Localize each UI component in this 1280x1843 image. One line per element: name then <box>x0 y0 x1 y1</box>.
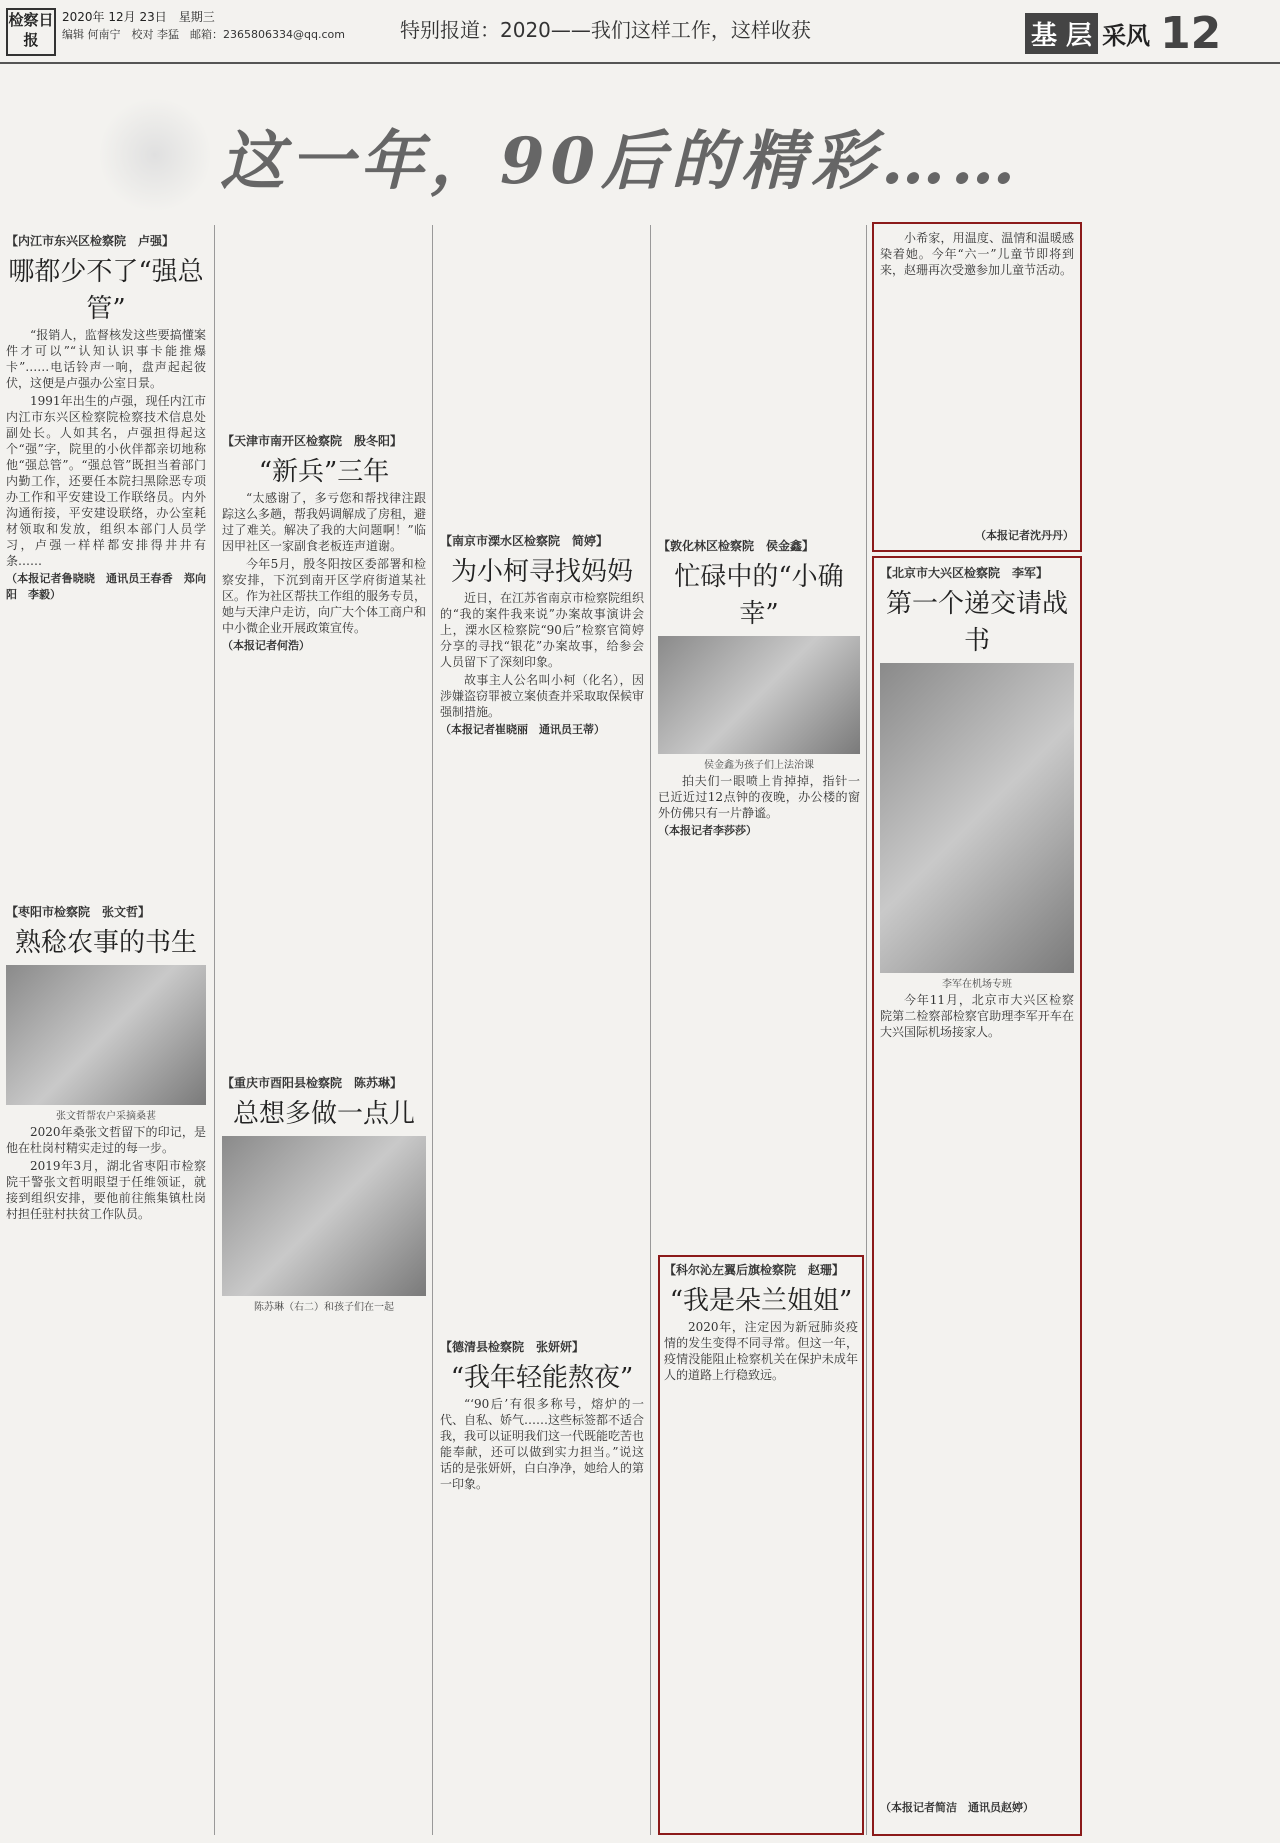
column-rule <box>214 225 215 1835</box>
article-tag: 【内江市东兴区检察院 卢强】 <box>6 234 175 248</box>
article-paragraph: 1991年出生的卢强，现任内江市内江市东兴区检察院检察技术信息处副处长。人如其名，卢强担得起这个“强”字，院里的小伙伴都亲切地称他“强总管”。“强总管”既担当着部门内勤工作，还要任本院扫黑除恶专项办工作和平安建设工作联络员。内外沟通衔接，平安建设联络，办公室耗材领取和发放，组织本部门人员学习，卢强一样样都安排得井井有条…… <box>6 394 206 568</box>
article-byline: （本报记者李莎莎） <box>658 824 757 837</box>
photo-caption: 张文哲帮农户采摘桑葚 <box>56 1111 156 1122</box>
article-title: 熟稔农事的书生 <box>14 928 197 958</box>
special-report-title: 特别报道：2020——我们这样工作，这样收获 <box>400 18 811 42</box>
column-header <box>1025 8 1221 59</box>
article-byline: （本报记者简洁 通讯员赵婷） <box>880 1801 1034 1814</box>
article-title: 为小柯寻找妈妈 <box>450 557 633 587</box>
page-number: 12 <box>1160 8 1222 59</box>
article-byline: （本报记者何浩） <box>222 639 310 652</box>
masthead-logo: 检察日报 <box>6 8 56 56</box>
issue-date: 2020年 12月 23日 星期三 <box>62 10 215 24</box>
article-paragraph: 今年11月，北京市大兴区检察院第二检察部检察官助理李军开车在大兴国际机场接家人。 <box>880 993 1074 1039</box>
article-tag: 【北京市大兴区检察院 李军】 <box>880 566 1049 580</box>
column-2 <box>222 232 426 1832</box>
article-paragraph: 2020年桑张文哲留下的印记，是他在杜岗村精实走过的每一步。 <box>6 1125 206 1155</box>
article-title: “新兵”三年 <box>258 457 390 487</box>
column-rule <box>866 225 867 1835</box>
photo-caption: 陈苏琳（右二）和孩子们在一起 <box>254 1302 394 1313</box>
column-rule <box>650 225 651 1835</box>
article-tag: 【敦化林区检察院 侯金鑫】 <box>658 539 815 553</box>
column-block: 基 层 <box>1025 13 1098 54</box>
column-rule <box>432 225 433 1835</box>
photo-caption: 侯金鑫为孩子们上法治课 <box>704 760 814 771</box>
article-paragraph: 小希家，用温度、温情和温暖感染着她。今年“六一”儿童节即将到来，赵珊再次受邀参加儿童节活动。 <box>880 231 1074 277</box>
featured-article-box-right <box>872 556 1082 1836</box>
article-paragraph: 近日，在江苏省南京市检察院组织的“我的案件我来说”办案故事演讲会上，溧水区检察院“90后”检察官简婷分享的寻找“银花”办案故事，给参会人员留下了深刻印象。 <box>440 591 644 669</box>
article-photo <box>6 965 206 1105</box>
article-byline: （本报记者鲁晓晓 通讯员王春香 郑向阳 李毅） <box>6 572 206 601</box>
page-banner: 这一年，90后的精彩…… <box>220 124 1022 199</box>
article-paragraph: 2020年，注定因为新冠肺炎疫情的发生变得不同寻常。但这一年，疫情没能阻止检察机关在保护未成年人的道路上行稳致远。 <box>664 1320 858 1382</box>
article-byline: （本报记者崔晓丽 通讯员王蒂） <box>440 723 605 736</box>
article-paragraph: 今年5月，殷冬阳按区委部署和检察安排，下沉到南开区学府街道某社区。作为社区帮扶工作组的服务专员，她与天津户走访，向广大个体工商户和中小微企业开展政策宣传。 <box>222 557 426 635</box>
column-text: 采风 <box>1102 21 1151 50</box>
article-paragraph: “太感谢了，多亏您和帮找律注跟踪这么多趟，帮我妈调解成了房租，避过了难关。解决了我的大问题啊！”临因甲社区一家副食老板连声道谢。 <box>222 491 426 553</box>
article-paragraph: 2019年3月，湖北省枣阳市检察院干警张文哲明眼望于任维领证，就接到组织安排，要他前往熊集镇杜岗村担任驻村扶贫工作队员。 <box>6 1159 206 1221</box>
article-photo <box>222 1136 426 1296</box>
article-title: 哪都少不了“强总管” <box>8 257 204 324</box>
article-paragraph: 拍夫们一眼喷上肯掉掉，指针一已近近过12点钟的夜晚，办公楼的窗外仿佛只有一片静谧。 <box>658 774 860 820</box>
article-title: 忙碌中的“小确幸” <box>674 562 844 629</box>
article-tag: 【德清县检察院 张妍妍】 <box>440 1340 585 1354</box>
article-paragraph: “‘90后’有很多称号，熔炉的一代、自私、娇气……这些标签都不适合我，我可以证明我们这一代既能吃苦也能奉献，还可以做到实力担当。”说这话的是张妍妍，白白净净，她给人的第一印象。 <box>440 1397 644 1491</box>
column-3 <box>440 232 644 1832</box>
article-title: 第一个递交请战书 <box>885 589 1068 656</box>
article-title: 总想多做一点儿 <box>232 1099 415 1129</box>
article-paragraph: “报销人，监督核发这些要搞懂案件才可以”“认知认识事卡能推爆卡”……电话铃声一响，盘声起起彼伏，这便是卢强办公室日景。 <box>6 328 206 390</box>
editors-line: 编辑 何南宁 校对 李猛 邮箱：2365806334@qq.com <box>62 28 345 41</box>
article-photo <box>880 663 1074 973</box>
featured-article-box <box>658 1255 864 1835</box>
header-rule <box>0 62 1280 64</box>
photo-caption: 李军在机场专班 <box>942 979 1012 990</box>
article-byline: （本报记者沈丹丹） <box>975 529 1074 542</box>
article-tag: 【天津市南开区检察院 殷冬阳】 <box>222 434 403 448</box>
article-tag: 【枣阳市检察院 张文哲】 <box>6 905 151 919</box>
snowflake-decoration <box>100 95 210 215</box>
article-paragraph: 故事主人公名叫小柯（化名），因涉嫌盗窃罪被立案侦查并采取取保候审强制措施。 <box>440 673 644 719</box>
article-tag: 【南京市溧水区检察院 简婷】 <box>440 534 609 548</box>
column-1 <box>6 232 206 1832</box>
article-tag: 【科尔沁左翼后旗检察院 赵珊】 <box>664 1263 845 1277</box>
continuation-box <box>872 222 1082 552</box>
article-title: “我是朵兰姐姐” <box>669 1286 853 1316</box>
article-tag: 【重庆市酉阳县检察院 陈苏琳】 <box>222 1076 403 1090</box>
article-title: “我年轻能熬夜” <box>450 1363 634 1393</box>
article-photo <box>658 636 860 754</box>
